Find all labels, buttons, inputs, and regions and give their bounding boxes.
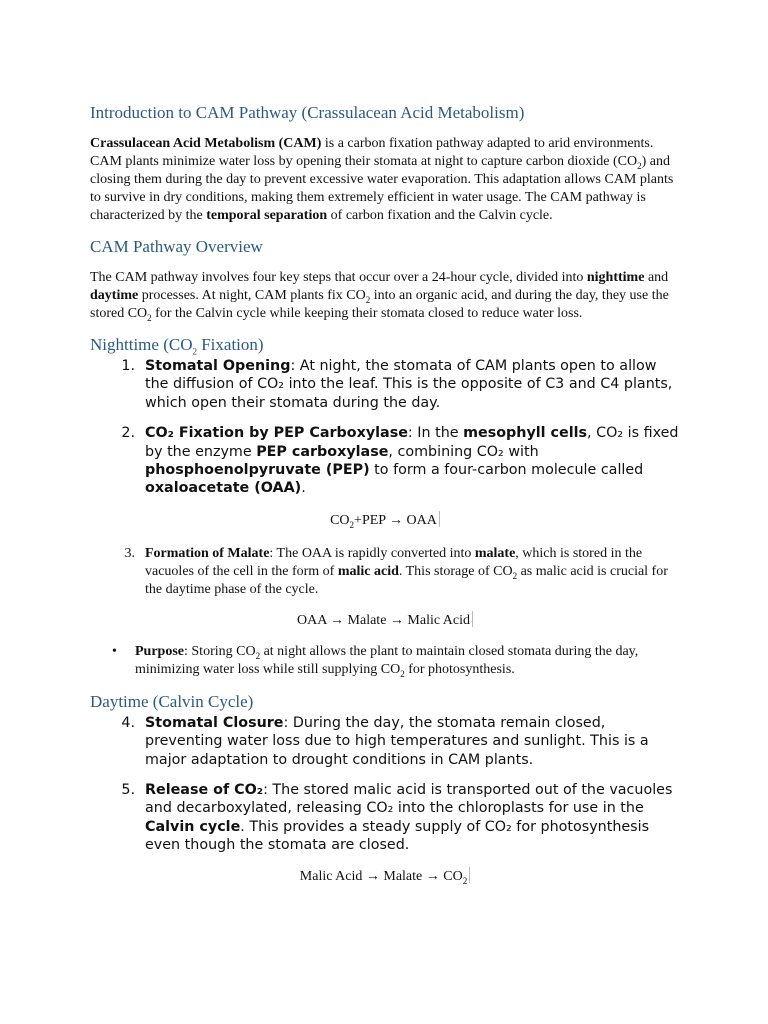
list-item-body xyxy=(136,545,680,600)
nighttime-heading-b: Fixation) xyxy=(196,335,264,354)
intro-text-b: ) and closing them during the day to prevent excessive water evaporation. This adaptation allows CAM plants to survive in dry conditions, making them extremely efficient in water usage. The CAM pathway is characterized by the xyxy=(90,154,674,223)
item2-text-d: to form a four-carbon molecule called xyxy=(369,462,644,479)
co2-subscript: 2 xyxy=(255,650,261,661)
bullet-body xyxy=(135,643,679,679)
overview-text-c: processes. At night, CAM plants fix CO xyxy=(138,288,366,303)
cam-term: Crassulacean Acid Metabolism (CAM) xyxy=(90,136,322,151)
intro-text-a: is a carbon fixation pathway adapted to arid environments. CAM plants minimize water loss by opening their stomata at night to capture carbon dioxide (CO xyxy=(90,136,654,169)
equation-oaa-malate xyxy=(90,611,680,630)
bullet-item xyxy=(90,643,680,679)
co2-subscript: 2 xyxy=(400,668,405,679)
item5-text-b: . This provides a steady supply of CO₂ for photosynthesis even though the stomata are closed. xyxy=(145,818,650,854)
co2-subscript: 2 xyxy=(147,312,152,323)
equation-malic-acid-co2 xyxy=(90,867,680,886)
overview-text-e: for the Calvin cycle while keeping their stomata closed to reduce water loss. xyxy=(151,306,583,321)
overview-paragraph xyxy=(90,269,680,323)
co2-subscript: 2 xyxy=(192,346,197,357)
co2-fixation-term: CO₂ Fixation by PEP Carboxylase xyxy=(145,425,408,442)
co2-subscript: 2 xyxy=(365,294,371,305)
item3-text-c: . This storage of CO xyxy=(398,564,513,580)
intro-text-c: of carbon fixation and the Calvin cycle. xyxy=(327,208,553,223)
pep-term: phosphoenolpyruvate (PEP) xyxy=(145,462,370,479)
list-item-body xyxy=(136,424,680,498)
eq2-text: OAA → Malate → Malic Acid xyxy=(296,612,471,628)
co2-subscript: 2 xyxy=(637,160,642,171)
item3-text-d: as malic acid is crucial for the daytime phase of the cycle. xyxy=(145,564,668,598)
bullet-symbol: • xyxy=(112,643,117,659)
list-item xyxy=(90,357,680,412)
list-number: 4. xyxy=(121,714,135,731)
equation-cursor xyxy=(472,611,473,627)
co2-subscript: 2 xyxy=(512,570,518,581)
item3-text-a: : The OAA is rapidly converted into xyxy=(269,545,475,561)
eq1-b: +PEP → OAA xyxy=(354,512,437,528)
malic-acid-term: malic acid xyxy=(337,564,399,580)
list-item-body xyxy=(136,781,680,855)
item3-text-b: , which is stored in the vacuoles of the cell in the form of xyxy=(145,545,643,580)
item2-text-e: . xyxy=(301,480,306,497)
stomatal-opening-term: Stomatal Opening xyxy=(145,358,291,374)
formation-malate-term: Formation of Malate xyxy=(145,545,270,561)
co2-subscript: 2 xyxy=(349,519,355,530)
oaa-term: oxaloacetate (OAA) xyxy=(145,480,302,497)
overview-text-a: The CAM pathway involves four key steps that occur over a 24-hour cycle, divided into xyxy=(90,270,587,285)
item2-text-a: : In the xyxy=(407,425,464,442)
purpose-term: Purpose xyxy=(135,643,184,659)
equation-co2-pep-oaa xyxy=(90,511,680,530)
intro-paragraph xyxy=(90,135,680,225)
calvin-cycle-term: Calvin cycle xyxy=(145,818,241,835)
list-number: 2. xyxy=(121,425,135,442)
nighttime-term: nighttime xyxy=(586,270,645,285)
list-item-body xyxy=(136,357,680,412)
item2-text-b: , CO₂ is fixed by the enzyme xyxy=(145,425,679,460)
daytime-term: daytime xyxy=(90,288,139,303)
nighttime-heading xyxy=(90,333,680,357)
list-number: 5. xyxy=(121,781,135,798)
overview-heading: CAM Pathway Overview xyxy=(90,237,263,256)
list-item-body xyxy=(136,714,680,769)
release-co2-term: Release of CO₂ xyxy=(145,781,264,798)
equation-cursor xyxy=(469,867,470,883)
malate-term: malate xyxy=(474,545,516,561)
equation-cursor xyxy=(439,511,440,527)
item5-text-a: : The stored malic acid is transported out of the vacuoles and decarboxylated, releasing CO₂ into the chloroplasts for use in the xyxy=(145,781,673,817)
list-number: 3. xyxy=(124,545,135,561)
bullet-text-a: : Storing CO xyxy=(184,643,256,659)
list-number: 1. xyxy=(121,358,135,374)
eq1-a: CO xyxy=(330,512,350,528)
pep-carboxylase-term: PEP carboxylase xyxy=(256,443,389,460)
overview-text-b: and xyxy=(644,270,669,285)
list-item xyxy=(90,424,680,498)
mesophyll-cells-term: mesophyll cells xyxy=(463,425,588,442)
temporal-separation-term: temporal separation xyxy=(206,208,328,223)
bullet-text-c: for photosynthesis. xyxy=(404,661,515,677)
item4-text: : During the day, the stomata remain closed, preventing water loss due to high temperatures and sunlight. This is a major adaptation to drought conditions in CAM plants. xyxy=(145,714,649,768)
item2-text-c: , combining CO₂ with xyxy=(388,443,539,460)
eq3-a: Malic Acid → Malate → CO xyxy=(299,868,463,884)
list-item xyxy=(90,545,680,600)
list-item xyxy=(90,781,680,855)
list-item xyxy=(90,714,680,769)
item1-text: : At night, the stomata of CAM plants open to allow the diffusion of CO₂ into the leaf. This is the opposite of C3 and C4 plants, which open their stomata during the day. xyxy=(145,358,673,411)
daytime-heading: Daytime (Calvin Cycle) xyxy=(90,691,254,711)
stomatal-closure-term: Stomatal Closure xyxy=(145,714,284,731)
bullet-text-b: at night allows the plant to maintain closed stomata during the day, minimizing water loss while still supplying CO xyxy=(135,643,639,677)
co2-subscript: 2 xyxy=(462,875,468,886)
intro-heading: Introduction to CAM Pathway (Crassulacean Acid Metabolism) xyxy=(90,103,525,122)
overview-text-d: into an organic acid, and during the day, they use the stored CO xyxy=(90,288,669,321)
nighttime-heading-a: Nighttime (CO xyxy=(90,335,193,354)
document-body xyxy=(90,101,680,886)
